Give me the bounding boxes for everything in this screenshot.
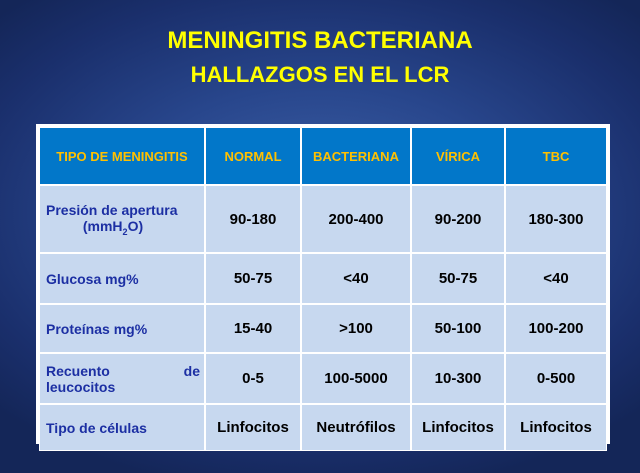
column-header-tbc: TBC (505, 127, 607, 185)
row-label-line2: leucocitos (46, 378, 116, 395)
row-label-cell-type: Tipo de células (39, 404, 205, 451)
cell-value: Linfocitos (505, 404, 607, 451)
label-word: Recuento (46, 362, 110, 379)
unit-suffix: O) (127, 217, 144, 234)
row-label-line1 (46, 363, 200, 379)
table-row-opening-pressure (39, 185, 607, 253)
cell-value: 15-40 (205, 304, 301, 353)
row-label-main: Presión de apertura (46, 201, 178, 218)
cell-value: Linfocitos (205, 404, 301, 451)
cell-value: 50-100 (411, 304, 505, 353)
unit-subscript: 2 (122, 226, 128, 237)
row-label-glucose: Glucosa mg% (39, 253, 205, 304)
table-frame (36, 124, 610, 444)
row-label-proteins: Proteínas mg% (39, 304, 205, 353)
cell-value: 100-5000 (301, 353, 411, 404)
row-label-leukocytes (39, 353, 205, 404)
table-row-leukocytes (39, 353, 607, 404)
table-row-proteins (39, 304, 607, 353)
csf-findings-table (39, 127, 607, 451)
cell-value: 180-300 (505, 185, 607, 253)
cell-value: 100-200 (505, 304, 607, 353)
cell-value: Neutrófilos (301, 404, 411, 451)
cell-value: 0-5 (205, 353, 301, 404)
column-header-viral: VÍRICA (411, 127, 505, 185)
table-header-row (39, 127, 607, 185)
cell-value: 90-200 (411, 185, 505, 253)
cell-value: 50-75 (411, 253, 505, 304)
row-label-opening-pressure (39, 185, 205, 253)
cell-value: 90-180 (205, 185, 301, 253)
slide-title: MENINGITIS BACTERIANA (167, 27, 473, 54)
cell-value: <40 (505, 253, 607, 304)
cell-value: >100 (301, 304, 411, 353)
cell-value: 0-500 (505, 353, 607, 404)
label-word: de (183, 362, 200, 379)
cell-value: Linfocitos (411, 404, 505, 451)
cell-value: 10-300 (411, 353, 505, 404)
cell-value: 200-400 (301, 185, 411, 253)
slide-subtitle: HALLAZGOS EN EL LCR (190, 62, 450, 87)
cell-value: <40 (301, 253, 411, 304)
column-header-normal: NORMAL (205, 127, 301, 185)
column-header-type: TIPO DE MENINGITIS (39, 127, 205, 185)
row-label-unit (46, 218, 200, 237)
unit-prefix: (mmH (82, 217, 123, 234)
table-row-glucose (39, 253, 607, 304)
table-row-cell-type (39, 404, 607, 451)
column-header-bacterial: BACTERIANA (301, 127, 411, 185)
cell-value: 50-75 (205, 253, 301, 304)
